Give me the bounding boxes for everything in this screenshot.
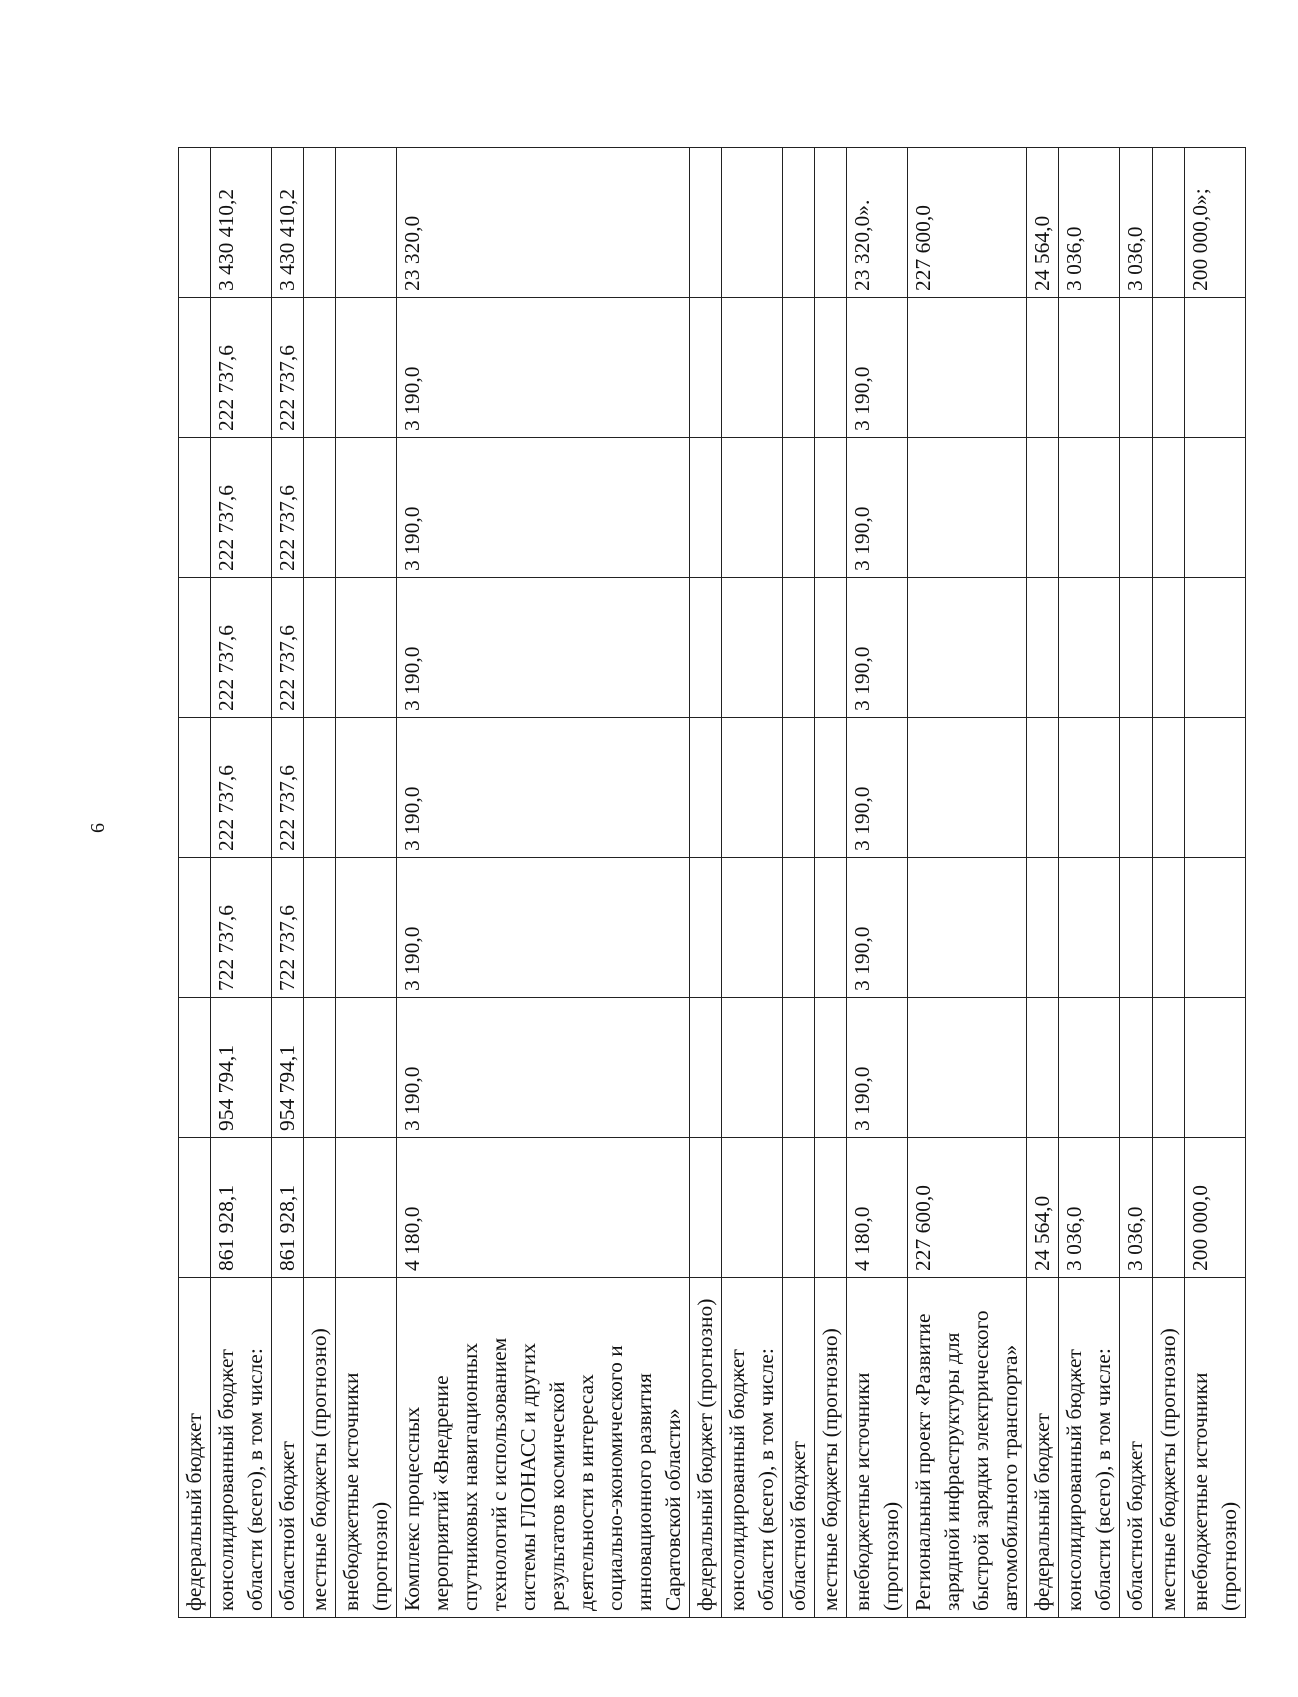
year-value-cell: 222 737,6 <box>211 578 272 718</box>
year-value-cell <box>179 718 211 858</box>
year-value-cell <box>336 998 397 1138</box>
year-value-cell <box>690 858 722 998</box>
row-label: внебюджетные источники (прогнозно) <box>1184 1278 1245 1618</box>
year-value-cell: 222 737,6 <box>272 438 304 578</box>
table-row <box>908 148 1027 1618</box>
year-value-cell <box>783 578 815 718</box>
year-value-cell <box>179 578 211 718</box>
year-value-cell <box>1184 438 1245 578</box>
year-value-cell <box>722 998 783 1138</box>
year-value-cell: 3 190,0 <box>397 438 690 578</box>
year-value-cell <box>1184 858 1245 998</box>
table-row <box>1059 148 1120 1618</box>
year-value-cell: 3 190,0 <box>847 578 908 718</box>
budget-table-rotated <box>178 148 1298 1618</box>
row-total-cell <box>783 148 815 298</box>
year-value-cell <box>1027 438 1059 578</box>
row-total-cell: 200 000,0»; <box>1184 148 1245 298</box>
year-value-cell <box>815 578 847 718</box>
year-value-cell <box>1059 718 1120 858</box>
year-value-cell <box>1059 858 1120 998</box>
year-value-cell <box>783 1138 815 1278</box>
table-row <box>1120 148 1152 1618</box>
year-value-cell <box>1152 578 1184 718</box>
year-value-cell <box>304 718 336 858</box>
year-value-cell <box>1184 998 1245 1138</box>
year-value-cell: 3 190,0 <box>847 298 908 438</box>
table-row <box>847 148 908 1618</box>
year-value-cell <box>1184 578 1245 718</box>
row-label: Региональный проект «Развитие зарядной инфраструктуры для быстрой зарядки электрического автомобильного транспорта» <box>908 1278 1027 1618</box>
year-value-cell <box>336 1138 397 1278</box>
year-value-cell <box>815 1138 847 1278</box>
row-label: внебюджетные источники (прогнозно) <box>847 1278 908 1618</box>
row-total-cell <box>815 148 847 298</box>
table-row <box>397 148 690 1618</box>
table-row <box>815 148 847 1618</box>
year-value-cell: 3 190,0 <box>397 718 690 858</box>
year-value-cell: 3 190,0 <box>847 998 908 1138</box>
year-value-cell <box>815 998 847 1138</box>
year-value-cell <box>1059 578 1120 718</box>
year-value-cell <box>722 858 783 998</box>
year-value-cell <box>1120 718 1152 858</box>
table-row <box>690 148 722 1618</box>
year-value-cell <box>1059 438 1120 578</box>
row-label: местные бюджеты (прогнозно) <box>304 1278 336 1618</box>
year-value-cell: 3 190,0 <box>397 998 690 1138</box>
year-value-cell <box>722 298 783 438</box>
year-value-cell <box>336 718 397 858</box>
table-row <box>272 148 304 1618</box>
year-value-cell: 4 180,0 <box>847 1138 908 1278</box>
year-value-cell: 3 190,0 <box>847 718 908 858</box>
year-value-cell: 722 737,6 <box>272 858 304 998</box>
year-value-cell <box>336 578 397 718</box>
row-label: консолидированный бюджет области (всего), в том числе: <box>722 1278 783 1618</box>
row-label: областной бюджет <box>1120 1278 1152 1618</box>
year-value-cell: 3 036,0 <box>1059 1138 1120 1278</box>
row-label: областной бюджет <box>783 1278 815 1618</box>
year-value-cell <box>1027 858 1059 998</box>
year-value-cell <box>908 718 1027 858</box>
year-value-cell <box>1027 718 1059 858</box>
row-label: областной бюджет <box>272 1278 304 1618</box>
table-row <box>304 148 336 1618</box>
year-value-cell <box>690 438 722 578</box>
row-label: федеральный бюджет <box>1027 1278 1059 1618</box>
year-value-cell: 3 190,0 <box>397 858 690 998</box>
year-value-cell <box>783 718 815 858</box>
year-value-cell <box>179 298 211 438</box>
year-value-cell: 222 737,6 <box>272 578 304 718</box>
year-value-cell <box>304 998 336 1138</box>
row-total-cell: 24 564,0 <box>1027 148 1059 298</box>
year-value-cell <box>1027 298 1059 438</box>
year-value-cell <box>1120 298 1152 438</box>
year-value-cell <box>1027 578 1059 718</box>
year-value-cell: 200 000,0 <box>1184 1138 1245 1278</box>
year-value-cell: 861 928,1 <box>211 1138 272 1278</box>
year-value-cell <box>815 718 847 858</box>
year-value-cell: 222 737,6 <box>272 298 304 438</box>
table-row <box>179 148 211 1618</box>
year-value-cell <box>1059 998 1120 1138</box>
row-label: консолидированный бюджет области (всего), в том числе: <box>211 1278 272 1618</box>
year-value-cell <box>690 578 722 718</box>
year-value-cell <box>1152 438 1184 578</box>
year-value-cell <box>1120 998 1152 1138</box>
budget-table-body <box>179 148 1246 1618</box>
row-total-cell: 3 430 410,2 <box>211 148 272 298</box>
year-value-cell: 227 600,0 <box>908 1138 1027 1278</box>
year-value-cell <box>690 998 722 1138</box>
year-value-cell: 3 036,0 <box>1120 1138 1152 1278</box>
year-value-cell <box>783 438 815 578</box>
table-row <box>211 148 272 1618</box>
year-value-cell: 3 190,0 <box>397 298 690 438</box>
year-value-cell <box>179 998 211 1138</box>
row-label: консолидированный бюджет области (всего), в том числе: <box>1059 1278 1120 1618</box>
year-value-cell: 4 180,0 <box>397 1138 690 1278</box>
year-value-cell <box>783 298 815 438</box>
year-value-cell: 222 737,6 <box>272 718 304 858</box>
year-value-cell <box>304 438 336 578</box>
table-row <box>1152 148 1184 1618</box>
year-value-cell <box>1059 298 1120 438</box>
row-total-cell: 23 320,0». <box>847 148 908 298</box>
row-label: Комплекс процессных мероприятий «Внедрение спутниковых навигационных технологий с использованием системы ГЛОНАСС и других результатов космической деятельности в интересах социально-экономического и инновационного развития Саратовской области» <box>397 1278 690 1618</box>
table-row <box>722 148 783 1618</box>
year-value-cell <box>1184 298 1245 438</box>
row-total-cell <box>722 148 783 298</box>
year-value-cell: 24 564,0 <box>1027 1138 1059 1278</box>
row-label: местные бюджеты (прогнозно) <box>815 1278 847 1618</box>
table-row <box>783 148 815 1618</box>
year-value-cell <box>304 298 336 438</box>
row-total-cell: 3 036,0 <box>1059 148 1120 298</box>
year-value-cell: 222 737,6 <box>211 298 272 438</box>
year-value-cell <box>1152 718 1184 858</box>
year-value-cell <box>908 998 1027 1138</box>
year-value-cell <box>179 1138 211 1278</box>
row-total-cell: 23 320,0 <box>397 148 690 298</box>
year-value-cell <box>908 438 1027 578</box>
year-value-cell <box>783 858 815 998</box>
year-value-cell <box>1152 298 1184 438</box>
year-value-cell <box>815 298 847 438</box>
year-value-cell: 3 190,0 <box>847 438 908 578</box>
row-total-cell: 3 430 410,2 <box>272 148 304 298</box>
year-value-cell: 222 737,6 <box>211 438 272 578</box>
year-value-cell <box>1184 718 1245 858</box>
year-value-cell: 722 737,6 <box>211 858 272 998</box>
year-value-cell <box>908 578 1027 718</box>
year-value-cell <box>908 858 1027 998</box>
year-value-cell <box>690 718 722 858</box>
table-row <box>1027 148 1059 1618</box>
row-total-cell <box>1152 148 1184 298</box>
row-total-cell <box>336 148 397 298</box>
year-value-cell <box>815 858 847 998</box>
year-value-cell <box>1152 998 1184 1138</box>
year-value-cell <box>690 298 722 438</box>
year-value-cell <box>304 858 336 998</box>
year-value-cell <box>815 438 847 578</box>
row-total-cell <box>304 148 336 298</box>
row-label: федеральный бюджет (прогнозно) <box>690 1278 722 1618</box>
year-value-cell: 954 794,1 <box>272 998 304 1138</box>
year-value-cell <box>336 438 397 578</box>
year-value-cell <box>908 298 1027 438</box>
budget-table <box>178 147 1246 1618</box>
year-value-cell <box>722 578 783 718</box>
year-value-cell <box>179 438 211 578</box>
year-value-cell: 954 794,1 <box>211 998 272 1138</box>
year-value-cell <box>783 998 815 1138</box>
row-total-cell <box>690 148 722 298</box>
page-number: 6 <box>86 823 109 833</box>
row-label: местные бюджеты (прогнозно) <box>1152 1278 1184 1618</box>
year-value-cell: 3 190,0 <box>397 578 690 718</box>
row-total-cell: 227 600,0 <box>908 148 1027 298</box>
row-total-cell <box>179 148 211 298</box>
year-value-cell <box>304 1138 336 1278</box>
year-value-cell: 861 928,1 <box>272 1138 304 1278</box>
year-value-cell <box>1152 1138 1184 1278</box>
year-value-cell <box>1152 858 1184 998</box>
row-label: федеральный бюджет <box>179 1278 211 1618</box>
year-value-cell <box>690 1138 722 1278</box>
year-value-cell: 222 737,6 <box>211 718 272 858</box>
year-value-cell <box>1120 578 1152 718</box>
year-value-cell: 3 190,0 <box>847 858 908 998</box>
year-value-cell <box>179 858 211 998</box>
year-value-cell <box>304 578 336 718</box>
row-total-cell: 3 036,0 <box>1120 148 1152 298</box>
year-value-cell <box>722 1138 783 1278</box>
table-row <box>336 148 397 1618</box>
year-value-cell <box>336 298 397 438</box>
year-value-cell <box>1027 998 1059 1138</box>
year-value-cell <box>1120 438 1152 578</box>
year-value-cell <box>336 858 397 998</box>
year-value-cell <box>722 438 783 578</box>
row-label: внебюджетные источники (прогнозно) <box>336 1278 397 1618</box>
year-value-cell <box>1120 858 1152 998</box>
year-value-cell <box>722 718 783 858</box>
table-row <box>1184 148 1245 1618</box>
